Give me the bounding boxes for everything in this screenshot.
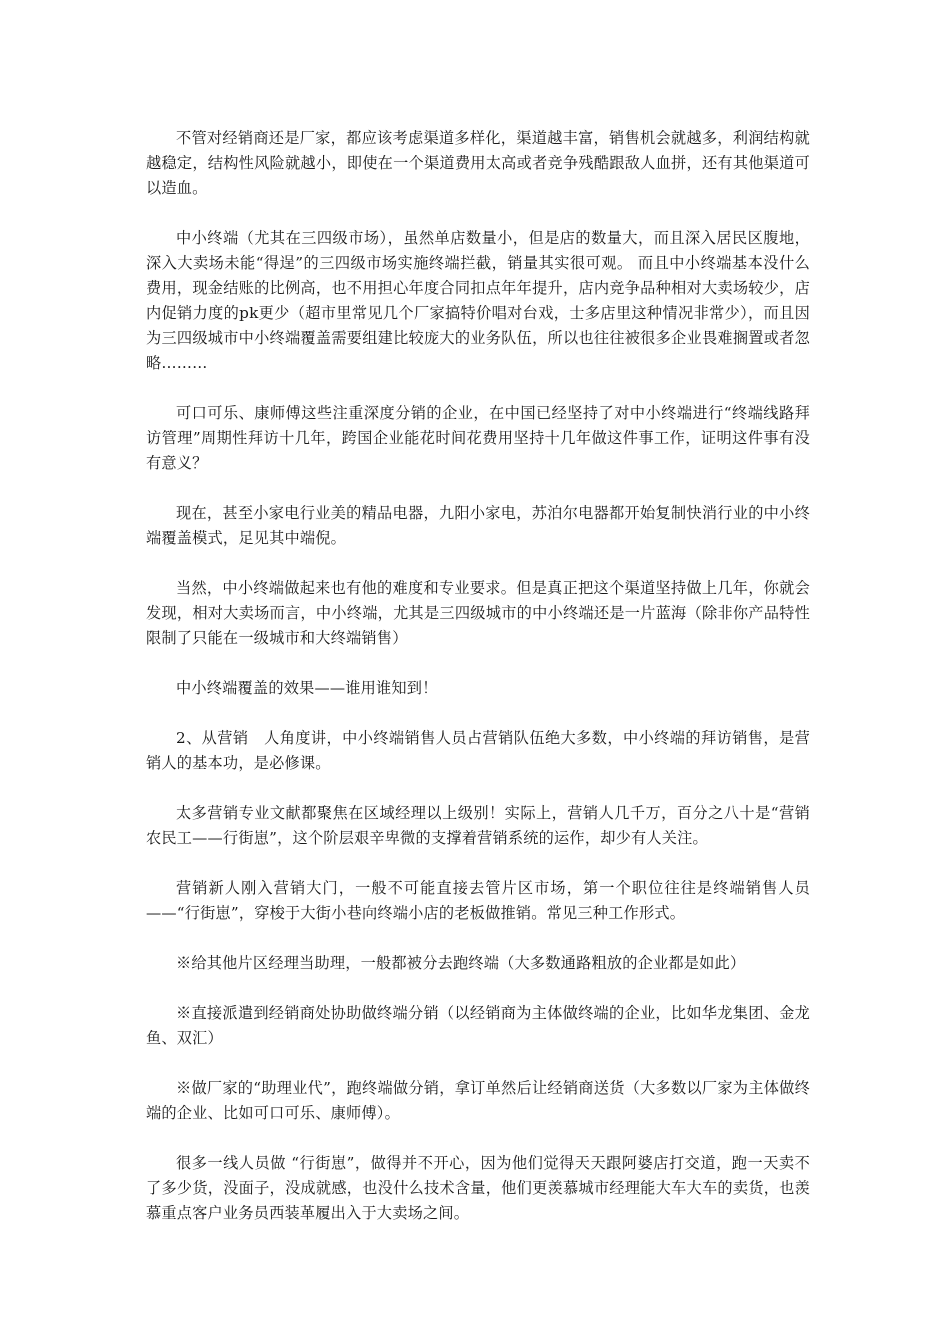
paragraph-marketing-workers: 太多营销专业文献都聚焦在区域经理以上级别！实际上，营销人几千万，百分之八十是“营销农民工——行街崽”，这个阶层艰辛卑微的支撑着营销系统的运作，却少有人关注。	[146, 804, 810, 847]
paragraph-channel-diversification: 不管对经销商还是厂家，都应该考虑渠道多样化，渠道越丰富，销售机会就越多，利润结构就越稳定，结构性风险就越小，即使在一个渠道费用太高或者竞争残酷跟敌人血拼，还有其他渠道可以造血。	[146, 129, 810, 197]
paragraph-small-terminals: 中小终端（尤其在三四级市场），虽然单店数量小，但是店的数量大，而且深入居民区腹地，深入大卖场未能“得逞”的三四级市场实施终端拦截，销量其实很可观。 而且中小终端基本没什么费用，现金结账的比例高，也不用担心年度合同扣点年年提升，店内竞争品种相对大卖场较少，店内促销力度的pk更少（超市里常见几个厂家搞特价唱对台戏，士多店里这种情况非常少），而且因为三四级城市中小终端覆盖需要组建比较庞大的业务队伍，所以也往往被很多企业畏难搁置或者忽略………	[146, 229, 810, 372]
paragraph-appliance-industry: 现在，甚至小家电行业美的精品电器，九阳小家电，苏泊尔电器都开始复制快消行业的中小终端覆盖模式，足见其中端倪。	[146, 504, 810, 547]
paragraph-section-2: 2、从营销 人角度讲，中小终端销售人员占营销队伍绝大多数，中小终端的拜访销售，是营销人的基本功，是必修课。	[146, 729, 810, 772]
paragraph-blue-ocean: 当然，中小终端做起来也有他的难度和专业要求。但是真正把这个渠道坚持做上几年，你就会发现，相对大卖场而言，中小终端，尤其是三四级城市的中小终端还是一片蓝海（除非你产品特性限制了只能在一级城市和大终端销售）	[146, 579, 810, 647]
list-item-assistant-rep: ※做厂家的“助理业代”，跑终端做分销，拿订单然后让经销商送货（大多数以厂家为主体做终端的企业、比如可口可乐、康师傅）。	[146, 1079, 810, 1122]
paragraph-coverage-effect: 中小终端覆盖的效果——谁用谁知到！	[176, 679, 438, 697]
list-item-assistant: ※给其他片区经理当助理，一般都被分去跑终端（大多数通路粗放的企业都是如此）	[176, 954, 746, 972]
list-item-distributor: ※直接派遣到经销商处协助做终端分销（以经销商为主体做终端的企业，比如华龙集团、金龙鱼、双汇）	[146, 1004, 810, 1047]
paragraph-frontline-staff: 很多一线人员做 “行街崽”，做得并不开心，因为他们觉得天天跟阿婆店打交道，跑一天卖不了多少货，没面子，没成就感，也没什么技术含量，他们更羡慕城市经理能大车大车的卖货，也羡慕重点客户业务员西装革履出入于大卖场之间。	[146, 1154, 810, 1222]
paragraph-new-marketers: 营销新人刚入营销大门，一般不可能直接去管片区市场，第一个职位往往是终端销售人员——“行街崽”，穿梭于大街小巷向终端小店的老板做推销。常见三种工作形式。	[146, 879, 810, 922]
paragraph-coca-cola-example: 可口可乐、康师傅这些注重深度分销的企业，在中国已经坚持了对中小终端进行“终端线路拜访管理”周期性拜访十几年，跨国企业能花时间花费用坚持十几年做这件事工作，证明这件事有没有意义？	[146, 404, 810, 472]
document-page	[146, 126, 810, 1251]
